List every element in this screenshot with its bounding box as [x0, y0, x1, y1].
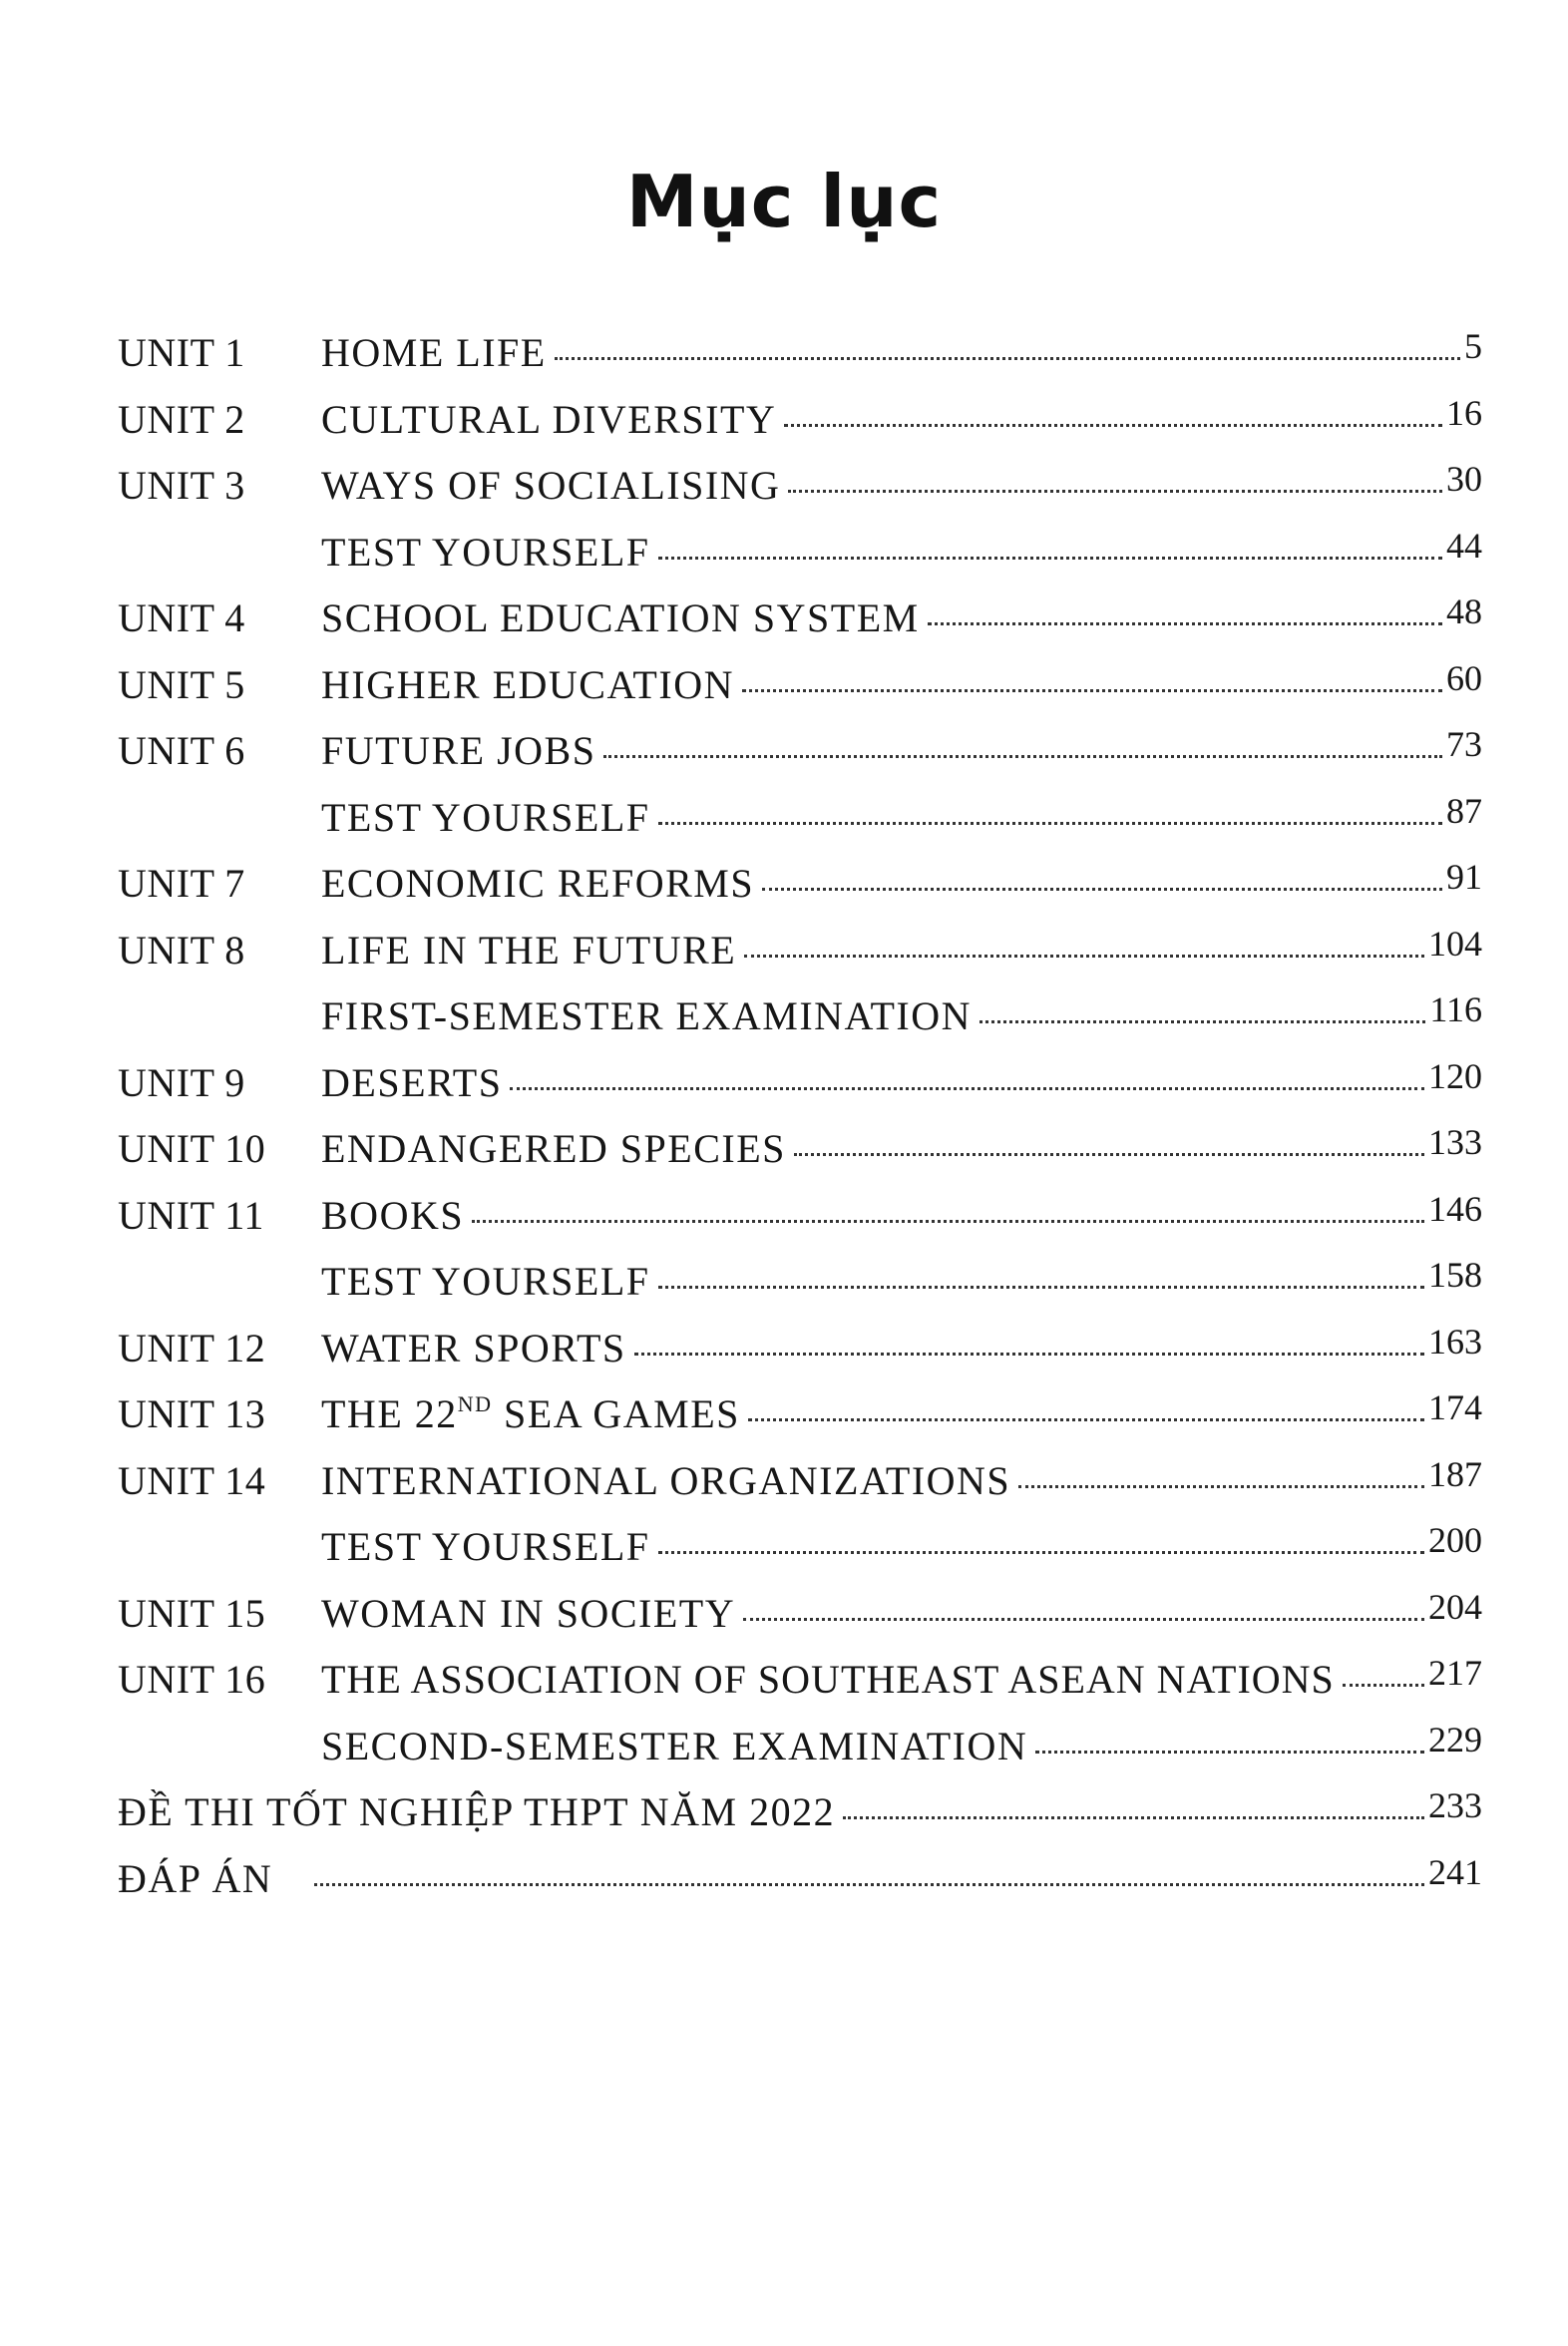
- table-of-contents: [118, 326, 1482, 1921]
- page-number: 200: [1428, 1520, 1482, 1560]
- dot-leader: [472, 1220, 1424, 1223]
- unit-number: UNIT 13: [118, 1391, 266, 1436]
- page-number: 48: [1446, 591, 1482, 631]
- dot-leader: [743, 1618, 1424, 1621]
- dot-leader: [1035, 1751, 1424, 1754]
- entry-title: ĐỀ THI TỐT NGHIỆP THPT NĂM 2022: [118, 1789, 836, 1834]
- toc-entry-unit-15[interactable]: [118, 1586, 1482, 1657]
- dot-leader: [748, 1418, 1424, 1421]
- entry-title: TEST YOURSELF: [321, 1259, 650, 1304]
- toc-entry-unit-6[interactable]: [118, 724, 1482, 794]
- page-number: 104: [1428, 923, 1482, 964]
- dot-leader: [510, 1087, 1424, 1090]
- unit-number: UNIT 6: [118, 728, 245, 773]
- entry-title: SCHOOL EDUCATION SYSTEM: [321, 595, 920, 640]
- entry-title: TEST YOURSELF: [321, 794, 650, 840]
- entry-title: TEST YOURSELF: [321, 1524, 650, 1569]
- toc-entry-unit-5[interactable]: [118, 657, 1482, 728]
- toc-entry-test-3[interactable]: [118, 1255, 1482, 1325]
- unit-number: UNIT 2: [118, 396, 245, 442]
- toc-entry-second-semester[interactable]: [118, 1719, 1482, 1789]
- toc-entry-unit-12[interactable]: [118, 1321, 1482, 1391]
- entry-title: WOMAN IN SOCIETY: [321, 1590, 736, 1636]
- toc-entry-unit-1[interactable]: [118, 326, 1482, 396]
- toc-entry-test-4[interactable]: [118, 1520, 1482, 1590]
- toc-entry-unit-4[interactable]: [118, 591, 1482, 661]
- page-number: 60: [1446, 657, 1482, 698]
- page-number: 158: [1428, 1255, 1482, 1295]
- dot-leader: [742, 689, 1442, 692]
- page-number: 133: [1428, 1122, 1482, 1162]
- toc-entry-unit-7[interactable]: [118, 857, 1482, 927]
- toc-entry-test-1[interactable]: [118, 525, 1482, 595]
- page-title: Mục lục: [625, 160, 943, 243]
- dot-leader: [658, 1551, 1424, 1554]
- dot-leader: [658, 822, 1442, 825]
- entry-title: LIFE IN THE FUTURE: [321, 927, 737, 973]
- page-number: 233: [1428, 1785, 1482, 1825]
- dot-leader: [603, 755, 1442, 758]
- unit-number: UNIT 1: [118, 330, 245, 375]
- page-number: 241: [1428, 1851, 1482, 1892]
- unit-number: UNIT 10: [118, 1126, 266, 1171]
- page-number: 30: [1446, 459, 1482, 499]
- dot-leader: [794, 1153, 1424, 1156]
- toc-entry-unit-10[interactable]: [118, 1122, 1482, 1192]
- entry-title: CULTURAL DIVERSITY: [321, 396, 777, 442]
- page-number: 187: [1428, 1453, 1482, 1494]
- toc-entry-unit-3[interactable]: [118, 459, 1482, 529]
- toc-entry-unit-13[interactable]: [118, 1387, 1482, 1457]
- unit-number: UNIT 11: [118, 1192, 264, 1238]
- page-number: 204: [1428, 1586, 1482, 1627]
- unit-number: UNIT 8: [118, 927, 245, 973]
- page-number: 87: [1446, 790, 1482, 831]
- page-number: 73: [1446, 724, 1482, 764]
- dot-leader: [314, 1883, 1424, 1886]
- entry-title-prefix: THE 22: [321, 1391, 458, 1436]
- page-number: 44: [1446, 525, 1482, 566]
- page-number: 116: [1429, 989, 1482, 1029]
- entry-title: SECOND-SEMESTER EXAMINATION: [321, 1723, 1028, 1768]
- entry-title: BOOKS: [321, 1192, 465, 1238]
- unit-number: UNIT 7: [118, 861, 245, 906]
- toc-entry-test-2[interactable]: [118, 790, 1482, 861]
- entry-title: FUTURE JOBS: [321, 728, 596, 773]
- dot-leader: [762, 888, 1442, 891]
- unit-number: UNIT 16: [118, 1657, 266, 1702]
- page-number: 217: [1428, 1653, 1482, 1693]
- entry-title: INTERNATIONAL ORGANIZATIONS: [321, 1457, 1011, 1503]
- page-number: 120: [1428, 1055, 1482, 1096]
- page-number: 5: [1464, 326, 1482, 366]
- unit-number: UNIT 9: [118, 1059, 245, 1105]
- entry-title: THE ASSOCIATION OF SOUTHEAST ASEAN NATIONS: [321, 1657, 1335, 1702]
- dot-leader: [843, 1816, 1424, 1819]
- entry-title: TEST YOURSELF: [321, 529, 650, 575]
- toc-entry-unit-2[interactable]: [118, 392, 1482, 463]
- toc-entry-unit-11[interactable]: [118, 1188, 1482, 1259]
- dot-leader: [788, 490, 1442, 493]
- unit-number: UNIT 5: [118, 661, 245, 707]
- toc-entry-answers[interactable]: [118, 1851, 1482, 1922]
- dot-leader: [1343, 1684, 1424, 1687]
- entry-title: WATER SPORTS: [321, 1325, 626, 1370]
- toc-entry-exam-2022[interactable]: [118, 1785, 1482, 1855]
- toc-entry-first-semester[interactable]: [118, 989, 1482, 1059]
- page-number: 229: [1428, 1719, 1482, 1760]
- dot-leader: [658, 1286, 1424, 1289]
- page-number: 174: [1428, 1387, 1482, 1427]
- entry-title: DESERTS: [321, 1059, 503, 1105]
- entry-title: WAYS OF SOCIALISING: [321, 463, 781, 508]
- entry-title: [321, 1390, 740, 1437]
- entry-title: HOME LIFE: [321, 330, 547, 375]
- dot-leader: [928, 622, 1442, 625]
- unit-number: UNIT 12: [118, 1325, 266, 1370]
- unit-number: UNIT 4: [118, 595, 245, 640]
- dot-leader: [1018, 1485, 1424, 1488]
- entry-title: HIGHER EDUCATION: [321, 661, 734, 707]
- entry-title: ENDANGERED SPECIES: [321, 1126, 786, 1171]
- dot-leader: [555, 357, 1460, 360]
- entry-title-suffix: SEA GAMES: [492, 1391, 740, 1436]
- dot-leader: [744, 955, 1424, 958]
- toc-entry-unit-14[interactable]: [118, 1453, 1482, 1524]
- page-number: 91: [1446, 857, 1482, 897]
- entry-title: FIRST-SEMESTER EXAMINATION: [321, 993, 973, 1038]
- toc-entry-unit-9[interactable]: [118, 1055, 1482, 1126]
- dot-leader: [784, 424, 1442, 427]
- dot-leader: [634, 1353, 1424, 1356]
- page-number: 16: [1446, 392, 1482, 433]
- unit-number: UNIT 14: [118, 1457, 266, 1503]
- unit-number: UNIT 15: [118, 1590, 266, 1636]
- toc-entry-unit-8[interactable]: [118, 923, 1482, 993]
- page-number: 163: [1428, 1321, 1482, 1362]
- page-number: 146: [1428, 1188, 1482, 1229]
- entry-title: ECONOMIC REFORMS: [321, 861, 755, 906]
- dot-leader: [658, 557, 1442, 560]
- entry-title: ĐÁP ÁN: [118, 1855, 273, 1901]
- dot-leader: [980, 1020, 1425, 1023]
- unit-number: UNIT 3: [118, 463, 245, 508]
- toc-entry-unit-16[interactable]: [118, 1653, 1482, 1723]
- ordinal-suffix: ND: [457, 1391, 493, 1416]
